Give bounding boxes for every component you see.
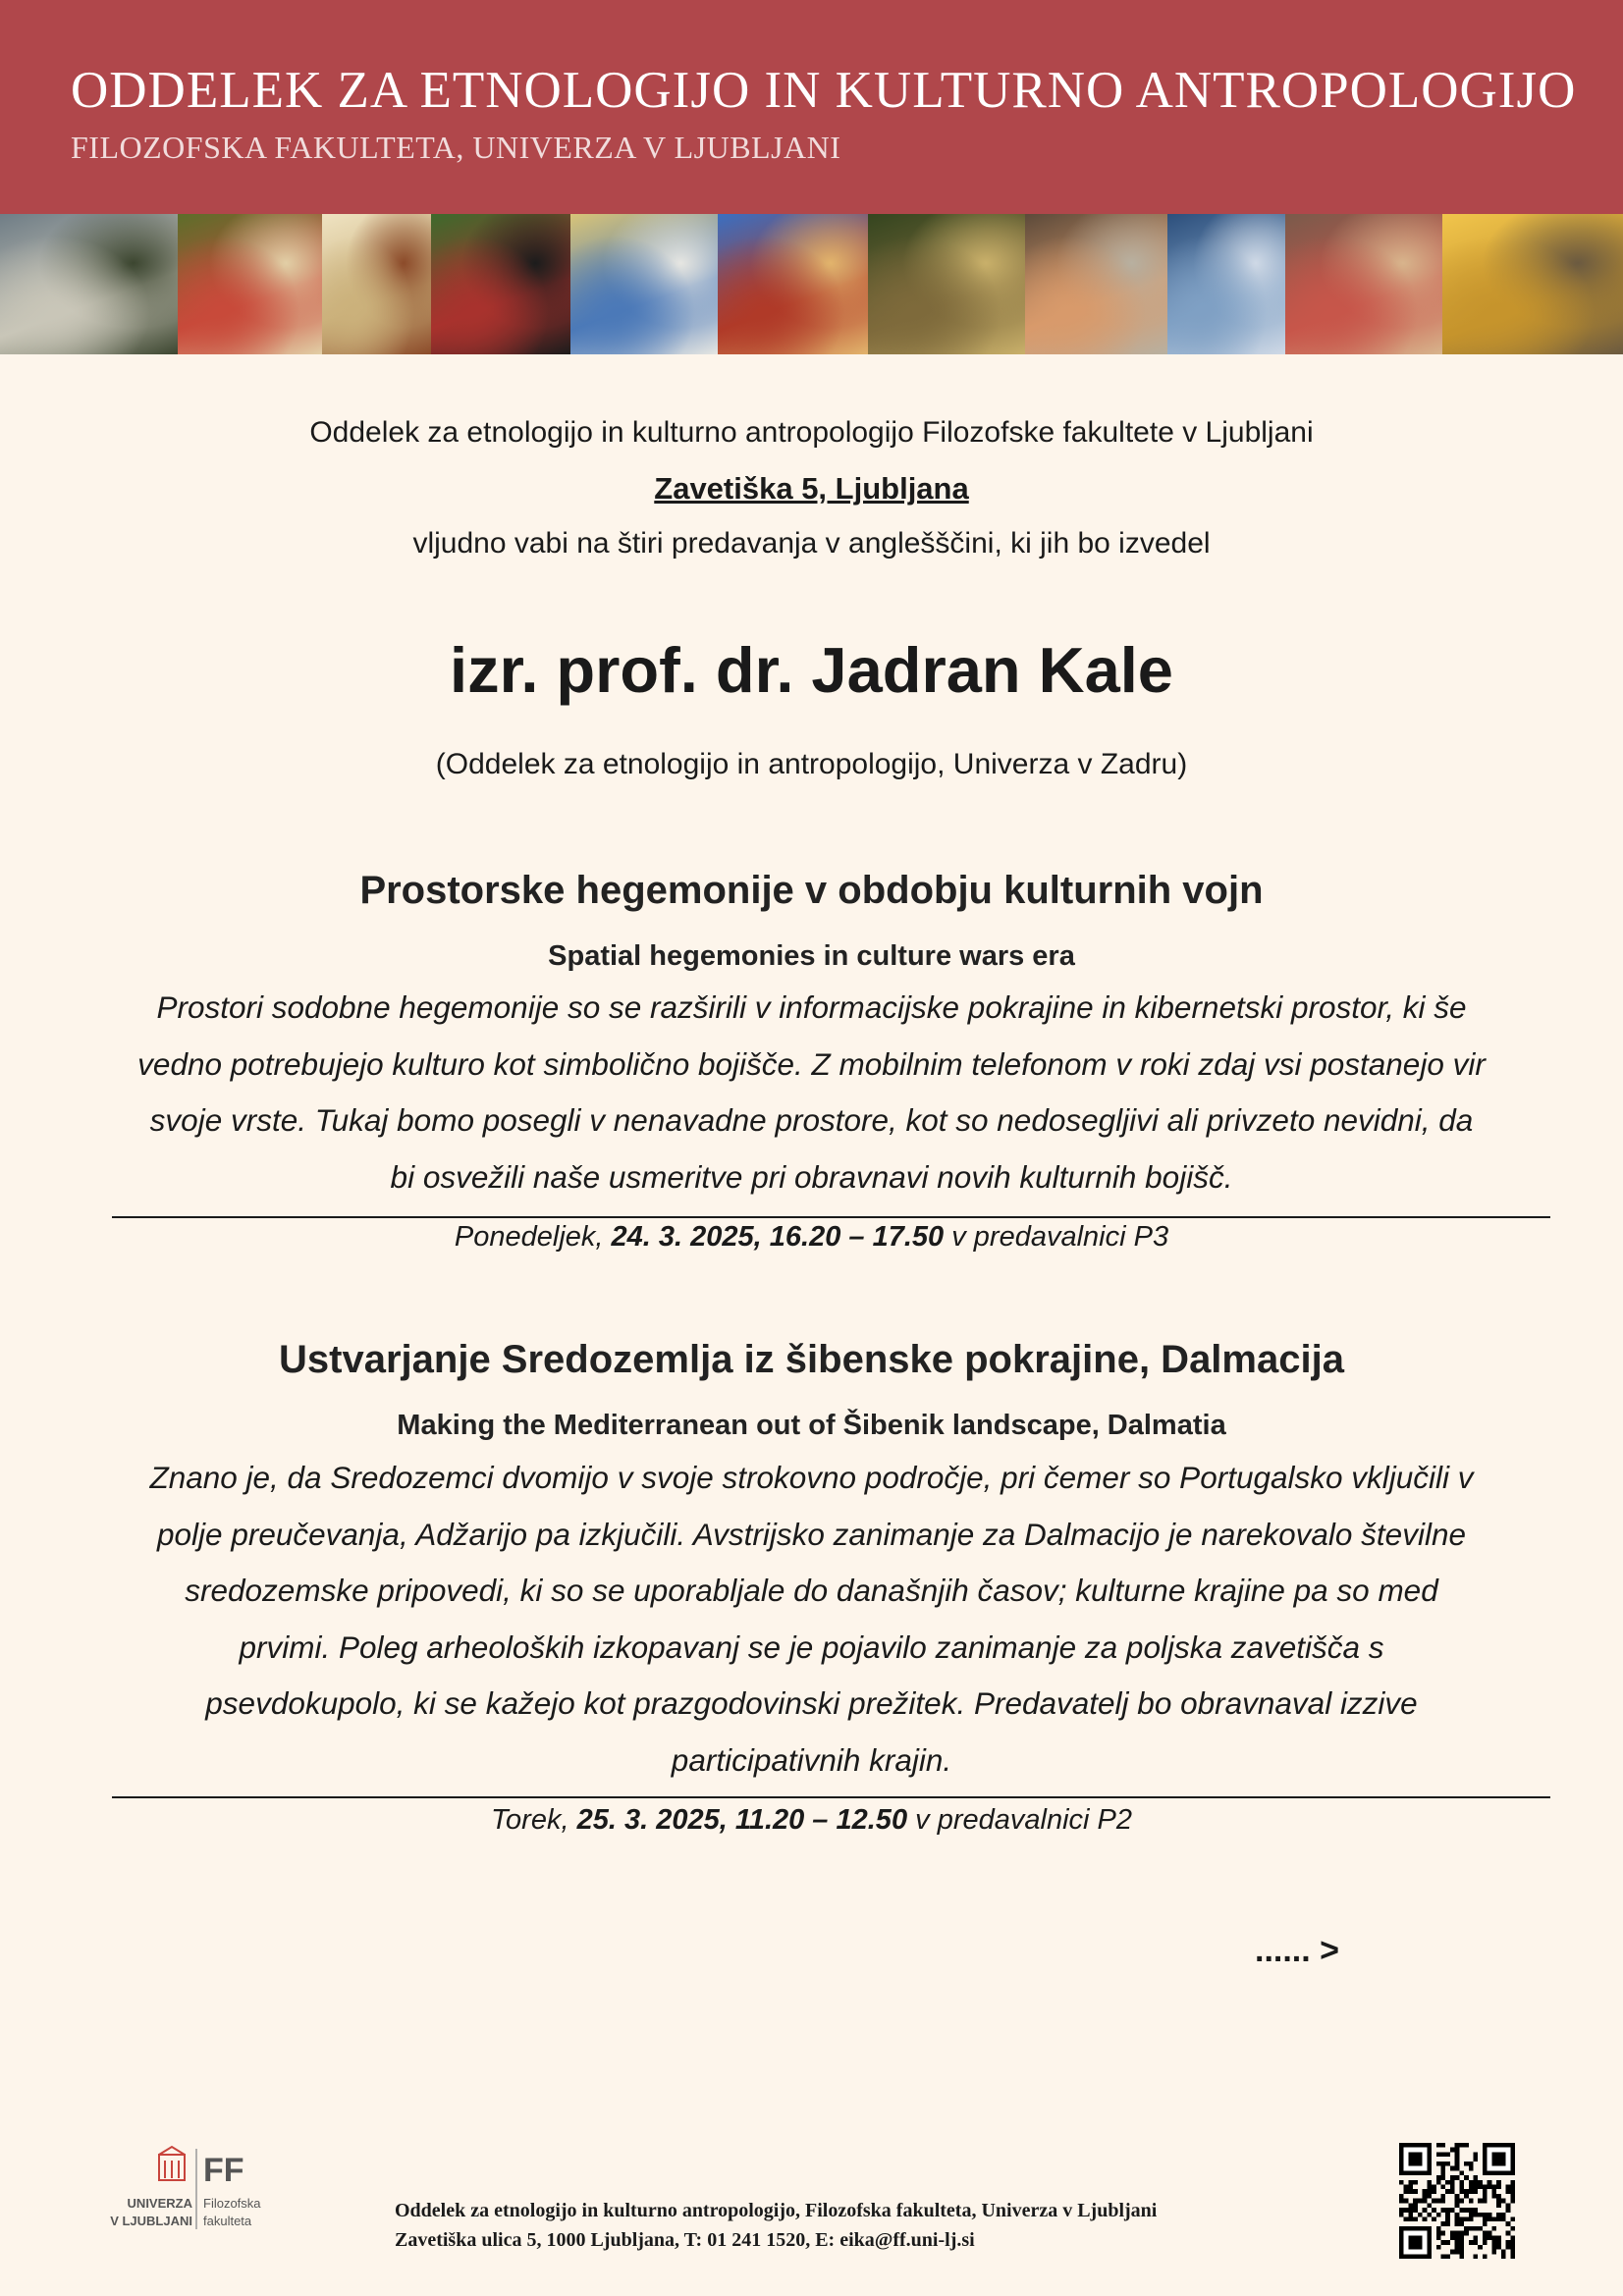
- lecture-day: Ponedeljek,: [454, 1221, 604, 1253]
- university-building-icon: [159, 2147, 185, 2180]
- logo-univerza-line1: UNIVERZA: [127, 2196, 192, 2211]
- footer-line-1: Oddelek za etnologijo in kulturno antropologijo, Filozofska fakulteta, Univerza v Ljubljani: [395, 2200, 1158, 2221]
- lecture-1-schedule: [0, 1221, 1623, 1254]
- page-header: [0, 0, 1623, 214]
- photo-strip: [0, 214, 1623, 354]
- description-line: participativnih krajin.: [671, 1741, 952, 1778]
- photo-glass-skyscraper: [1167, 214, 1285, 354]
- lecture-2-title: Ustvarjanje Sredozemlja iz šibenske pokrajine, Dalmacija: [279, 1338, 1344, 1381]
- description-line: Prostori sodobne hegemonije so se razširili v informacijske pokrajine in kibernetski prostor, ki še: [156, 989, 1467, 1025]
- lecture-datetime: 24. 3. 2025, 16.20 – 17.50: [611, 1221, 945, 1253]
- intro-line: Oddelek za etnologijo in kulturno antropologijo Filozofske fakultete v Ljubljani: [309, 416, 1314, 449]
- invitation-line: vljudno vabi na štiri predavanja v anglešščini, ki jih bo izvedel: [412, 527, 1211, 560]
- description-line: svoje vrste. Tukaj bomo posegli v nenavadne prostore, kot so nedosegljivi ali privzeto nevidni, da: [149, 1102, 1474, 1138]
- speaker-affiliation: (Oddelek za etnologijo in antropologijo, Univerza v Zadru): [435, 748, 1188, 780]
- lecture-1-title: Prostorske hegemonije v obdobju kulturnih vojn: [359, 869, 1264, 912]
- lecture-1-description: [98, 980, 1525, 1205]
- address-text: Zavetiška 5, Ljubljana: [654, 471, 969, 506]
- lecture-2-description: [98, 1450, 1525, 1789]
- footer-line-2: Zavetiška ulica 5, 1000 Ljubljana, T: 01 241 1520, E: eika@ff.uni-lj.si: [395, 2229, 975, 2251]
- lecture-datetime: 25. 3. 2025, 11.20 – 12.50: [576, 1804, 908, 1836]
- lecture-2-subtitle: Making the Mediterranean out of Šibenik landscape, Dalmatia: [397, 1410, 1226, 1441]
- photo-folk-dancers-in-costume: [431, 214, 570, 354]
- divider: [112, 1216, 1550, 1218]
- description-line: Znano je, da Sredozemci dvomijo v svoje strokovno področje, pri čemer so Portugalsko vključili v: [149, 1460, 1474, 1495]
- photo-red-carved-wooden-gable: [718, 214, 868, 354]
- lecture-room: v predavalnici P2: [915, 1804, 1132, 1836]
- logo-ff-mark: FF: [203, 2152, 244, 2189]
- address-line: [0, 471, 1623, 507]
- logo-univerza-line2: V LJUBLJANI: [110, 2214, 192, 2228]
- description-line: bi osvežili naše usmeritve pri obravnavi novih kulturnih bojišč.: [390, 1158, 1233, 1195]
- lecture-1-subtitle: Spatial hegemonies in culture wars era: [548, 940, 1075, 972]
- department-title: ODDELEK ZA ETNOLOGIJO IN KULTURNO ANTROPOLOGIJO: [71, 62, 1577, 119]
- qr-code-icon: [1399, 2143, 1515, 2259]
- footer-contact: [395, 2196, 1157, 2255]
- photo-old-stone-farmhouse: [0, 214, 178, 354]
- photo-dumplings-on-a-plate: [322, 214, 431, 354]
- continued-indicator: ...... >: [1255, 1932, 1339, 1969]
- divider: [112, 1796, 1550, 1798]
- logo-faculty-line2: fakulteta: [203, 2214, 252, 2228]
- photo-market-hall-with-goods: [1025, 214, 1167, 354]
- photo-masked-carnival-figure: [868, 214, 1025, 354]
- lecture-room: v predavalnici P3: [951, 1221, 1169, 1253]
- speaker-name: izr. prof. dr. Jadran Kale: [450, 634, 1173, 706]
- faculty-subtitle: FILOZOFSKA FAKULTETA, UNIVERZA V LJUBLJANI: [71, 130, 841, 165]
- photo-crowd-in-a-town-square: [570, 214, 718, 354]
- university-logo: [98, 2145, 285, 2243]
- description-line: vedno potrebujejo kulturo kot simbolično bojišče. Z mobilnim telefonom v roki zdaj vsi postanejo vir: [137, 1045, 1486, 1082]
- lecture-2-schedule: [0, 1804, 1623, 1837]
- description-line: psevdokupolo, ki se kažejo kot prazgodovinski prežitek. Predavatelj bo obravnaval izzive: [205, 1685, 1418, 1721]
- lecture-day: Torek,: [491, 1804, 569, 1836]
- description-line: polje preučevanja, Adžarijo pa izkjučili. Avstrijsko zanimanje za Dalmacijo je narekovalo številne: [157, 1516, 1466, 1552]
- photo-cheese-wheels: [1442, 214, 1623, 354]
- photo-woman-in-red-headscarf-weaving: [178, 214, 322, 354]
- logo-faculty-line1: Filozofska: [203, 2196, 261, 2211]
- description-line: sredozemske pripovedi, ki so se uporabljale do današnjih časov; kulturne krajine pa so med: [185, 1573, 1438, 1608]
- photo-busy-street-market: [1285, 214, 1442, 354]
- description-line: prvimi. Poleg arheoloških izkopavanj se je pojavilo zanimanje za poljska zavetišča s: [239, 1629, 1384, 1665]
